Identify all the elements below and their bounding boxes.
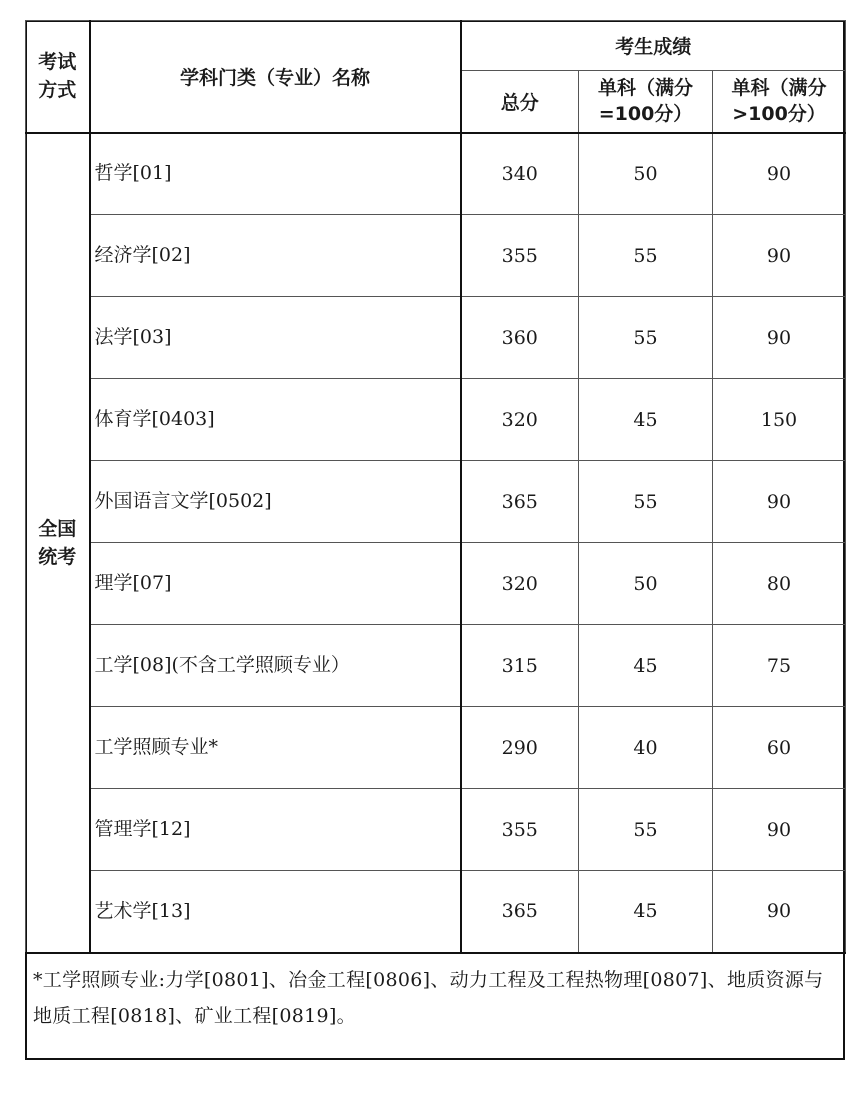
subject-name-cell: 体育学[0403] [90,379,461,461]
total-score-cell: 355 [461,789,579,871]
single-over-100-score-cell: 80 [713,543,846,625]
single-over-100-score-cell: 90 [713,461,846,543]
header-subject-name: 学科门类（专业）名称 [90,21,461,133]
subject-name-cell: 经济学[02] [90,215,461,297]
score-table [25,20,846,954]
single-100-score-cell: 50 [579,133,713,215]
subject-name-cell: 工学[08](不含工学照顾专业） [90,625,461,707]
single-100-score-cell: 45 [579,871,713,953]
subject-name-cell: 外国语言文学[0502] [90,461,461,543]
single-100-score-cell: 45 [579,625,713,707]
single-100-score-cell: 40 [579,707,713,789]
table-row [26,215,846,297]
single-over-100-score-cell: 75 [713,625,846,707]
footnote: *工学照顾专业:力学[0801]、冶金工程[0806]、动力工程及工程热物理[0807]、地质资源与地质工程[0818]、矿业工程[0819]。 [33,969,824,1027]
single-over-100-score-cell: 90 [713,133,846,215]
header-total: 总分 [461,71,579,133]
single-over-100-score-cell: 60 [713,707,846,789]
table-row [26,789,846,871]
header-exam-mode: 考试方式 [26,21,90,133]
total-score-cell: 360 [461,297,579,379]
single-over-100-score-cell: 90 [713,297,846,379]
table-row [26,379,846,461]
table-row [26,297,846,379]
table-row [26,871,846,953]
table-row [26,543,846,625]
header-single-over-100: 单科（满分>100分） [713,71,846,133]
total-score-cell: 365 [461,461,579,543]
total-score-cell: 315 [461,625,579,707]
total-score-cell: 340 [461,133,579,215]
subject-name-cell: 艺术学[13] [90,871,461,953]
total-score-cell: 365 [461,871,579,953]
single-over-100-score-cell: 90 [713,215,846,297]
total-score-cell: 355 [461,215,579,297]
table-row [26,707,846,789]
subject-name-cell: 工学照顾专业* [90,707,461,789]
single-over-100-score-cell: 150 [713,379,846,461]
exam-mode-cell: 全国统考 [26,133,90,953]
table-row [26,625,846,707]
single-100-score-cell: 55 [579,461,713,543]
single-over-100-score-cell: 90 [713,871,846,953]
total-score-cell: 320 [461,543,579,625]
total-score-cell: 320 [461,379,579,461]
subject-name-cell: 管理学[12] [90,789,461,871]
single-over-100-score-cell: 90 [713,789,846,871]
header-single-100: 单科（满分=100分） [579,71,713,133]
table-row [26,461,846,543]
single-100-score-cell: 55 [579,215,713,297]
table-row [26,133,846,215]
subject-name-cell: 理学[07] [90,543,461,625]
subject-name-cell: 法学[03] [90,297,461,379]
single-100-score-cell: 45 [579,379,713,461]
single-100-score-cell: 50 [579,543,713,625]
total-score-cell: 290 [461,707,579,789]
header-scores-group: 考生成绩 [461,21,846,71]
subject-name-cell: 哲学[01] [90,133,461,215]
single-100-score-cell: 55 [579,297,713,379]
single-100-score-cell: 55 [579,789,713,871]
